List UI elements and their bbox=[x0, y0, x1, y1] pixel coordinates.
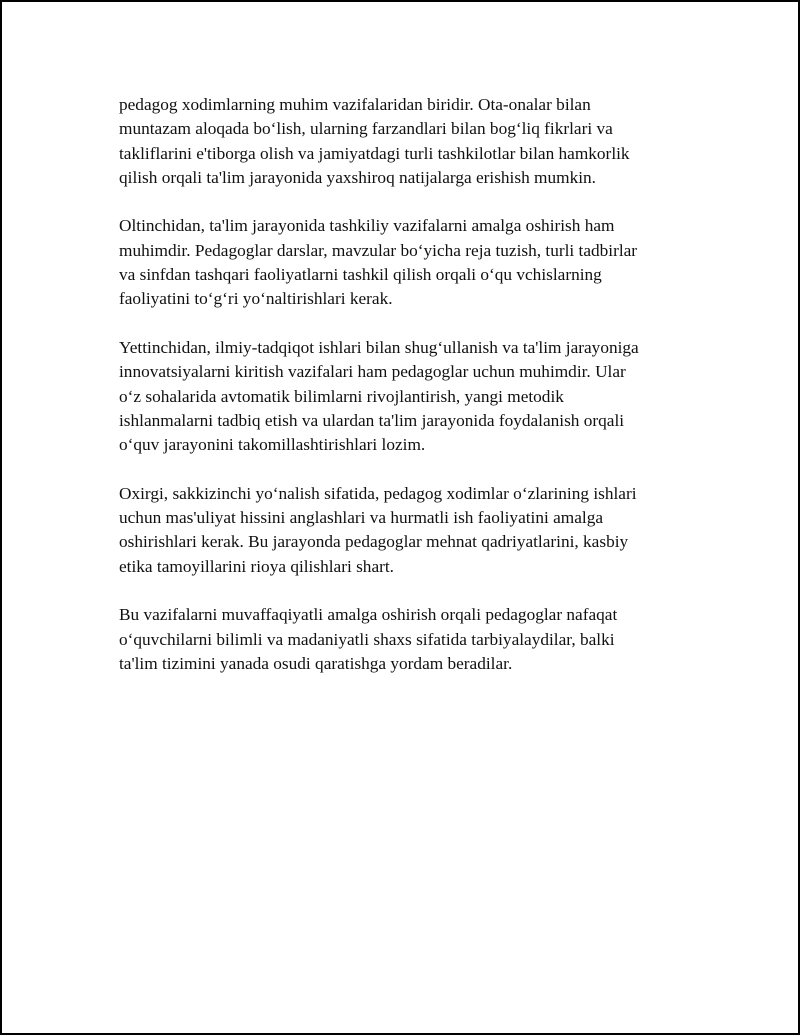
text-line: muhimdir. Pedagoglar darslar, mavzular bo‘yicha reja tuzish, turli tadbirlar bbox=[119, 240, 638, 260]
text-line: muntazam aloqada bo‘lish, ularning farzandlari bilan bog‘liq fikrlari va bbox=[119, 119, 613, 139]
text-line: o‘quvchilarni bilimli va madaniyatli shaxs sifatida tarbiyalaydilar, balki bbox=[119, 629, 615, 649]
text-line: o‘z sohalarida avtomatik bilimlarni rivojlantirish, yangi metodik bbox=[119, 386, 564, 406]
text-line: Bu vazifalarni muvaffaqiyatli amalga oshirish orqali pedagoglar nafaqat bbox=[119, 605, 618, 625]
text-line: uchun mas'uliyat hissini anglashlari va hurmatli ish faoliyatini amalga bbox=[119, 508, 604, 528]
text-line: takliflarini e'tiborga olish va jamiyatdagi turli tashkilotlar bilan hamkorlik bbox=[119, 143, 630, 163]
text-line: ishlanmalarni tadbiq etish va ulardan ta'lim jarayonida foydalanish orqali bbox=[119, 410, 625, 430]
text-line: qilish orqali ta'lim jarayonida yaxshiroq natijalarga erishish mumkin. bbox=[119, 167, 596, 187]
text-line: ta'lim tizimini yanada osudi qaratishga yordam beradilar. bbox=[119, 653, 513, 673]
text-line: Yettinchidan, ilmiy-tadqiqot ishlari bilan shug‘ullanish va ta'lim jarayoniga bbox=[119, 337, 639, 357]
text-line: pedagog xodimlarning muhim vazifalaridan biridir. Ota-onalar bilan bbox=[119, 95, 591, 114]
text-line: etika tamoyillarini rioya qilishlari shart. bbox=[119, 556, 394, 576]
text-line: Oxirgi, sakkizinchi yo‘nalish sifatida, pedagog xodimlar o‘zlarining ishlari bbox=[119, 483, 637, 503]
text-line: oshirishlari kerak. Bu jarayonda pedagoglar mehnat qadriyatlarini, kasbiy bbox=[119, 532, 629, 552]
paragraph-1 bbox=[119, 93, 694, 190]
text-line: faoliyatini to‘g‘ri yo‘naltirishlari kerak. bbox=[119, 289, 393, 309]
paragraph-5 bbox=[119, 603, 694, 676]
paragraph-2 bbox=[119, 214, 694, 311]
document-body bbox=[119, 93, 694, 700]
text-line: Oltinchidan, ta'lim jarayonida tashkiliy vazifalarni amalga oshirish ham bbox=[119, 216, 615, 236]
text-line: o‘quv jarayonini takomillashtirishlari lozim. bbox=[119, 435, 426, 455]
text-line: innovatsiyalarni kiritish vazifalari ham pedagoglar uchun muhimdir. Ular bbox=[119, 362, 626, 382]
text-line: va sinfdan tashqari faoliyatlarni tashkil qilish orqali o‘qu vchislarning bbox=[119, 265, 602, 285]
paragraph-3 bbox=[119, 336, 694, 457]
paragraph-4 bbox=[119, 482, 694, 579]
